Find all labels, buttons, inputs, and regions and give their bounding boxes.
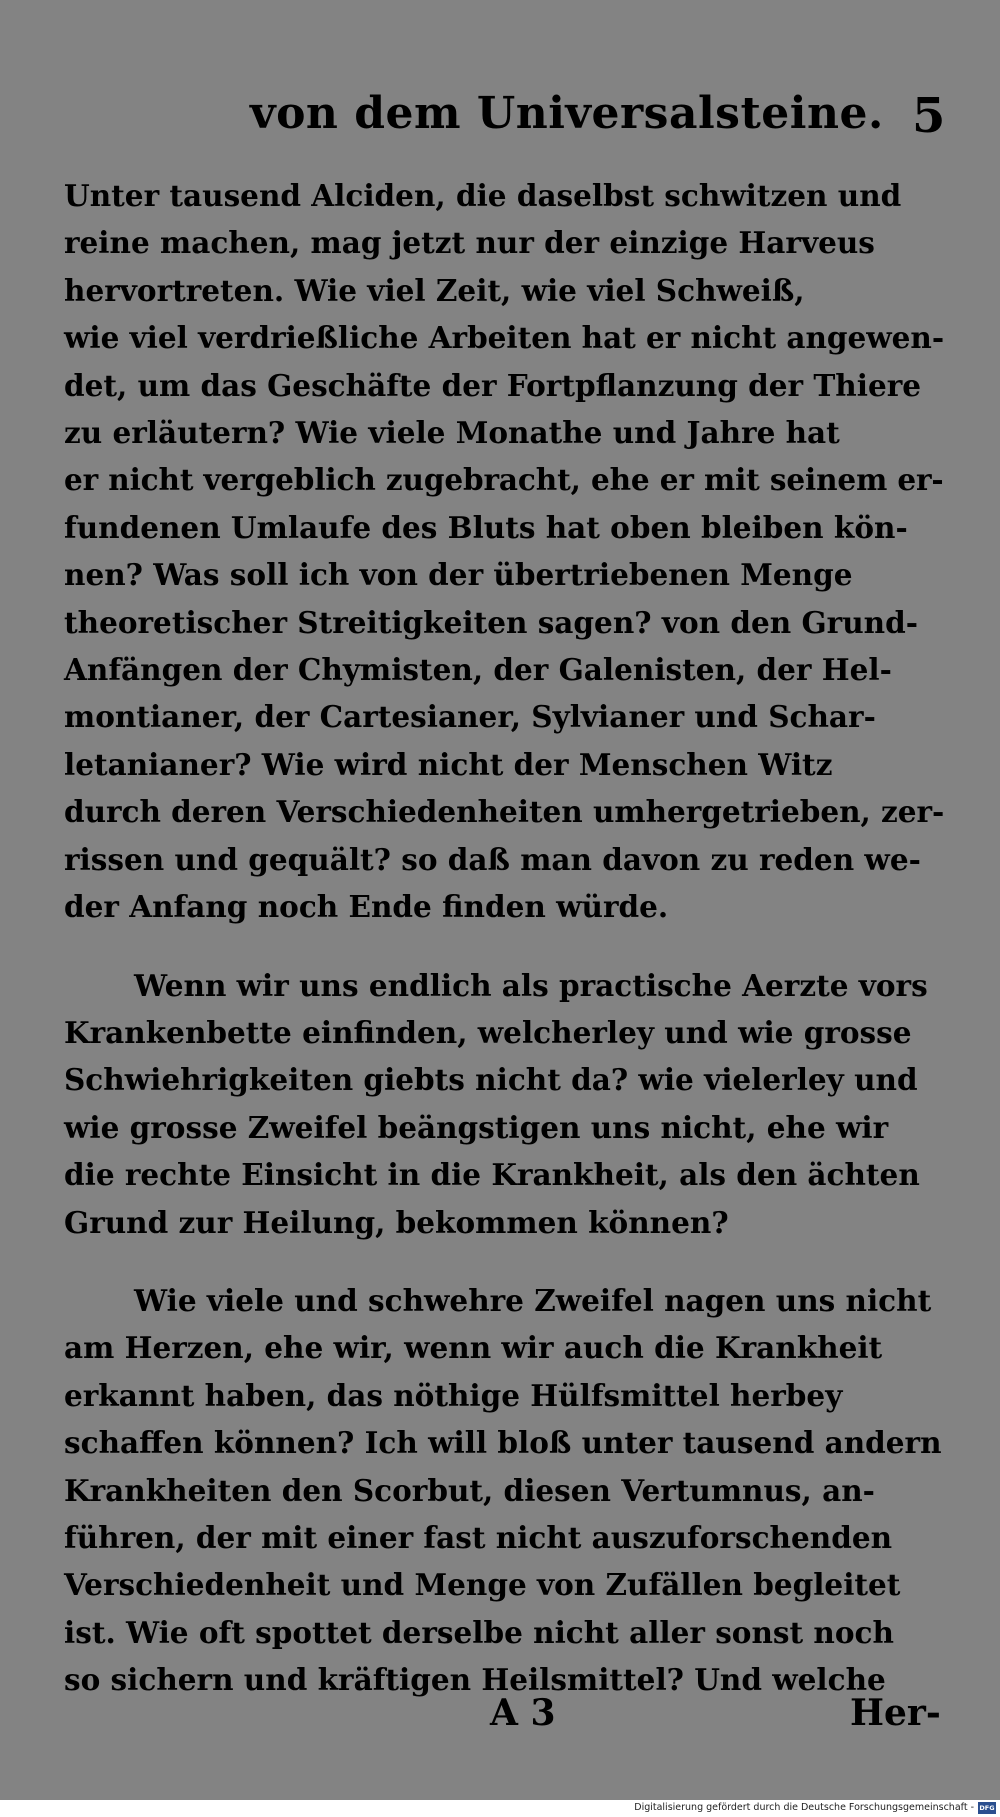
body-text — [64, 172, 944, 1704]
dfg-logo-icon: DFG — [979, 1804, 995, 1812]
signature-mark: A 3 — [490, 1692, 556, 1734]
text-line: schaffen können? Ich will bloß unter tausend andern — [64, 1425, 942, 1461]
text-line: hervortreten. Wie viel Zeit, wie viel Schweiß, — [64, 272, 805, 308]
text-line: Unter tausend Alciden, die daselbst schwitzen und — [64, 178, 902, 213]
text-line: nen? Was soll ich von der übertriebenen Menge — [64, 557, 853, 593]
catchword: Her- — [850, 1692, 941, 1734]
text-line: wie grosse Zweifel beängstigen uns nicht, ehe wir — [64, 1109, 889, 1145]
text-line: führen, der mit einer fast nicht auszuforschenden — [64, 1519, 893, 1555]
text-line: letanianer? Wie wird nicht der Menschen Witz — [64, 746, 833, 782]
running-title: von dem Universalsteine. — [250, 88, 884, 139]
text-line: Grund zur Heilung, bekommen können? — [64, 1204, 729, 1240]
text-line: durch deren Verschiedenheiten umhergetrieben, zer- — [64, 794, 945, 830]
paragraph-1 — [64, 172, 944, 931]
text-line: die rechte Einsicht in die Krankheit, als den ächten — [64, 1157, 920, 1193]
text-line: montianer, der Cartesianer, Sylvianer und Schar- — [64, 699, 876, 735]
page-footer — [0, 1692, 1000, 1752]
paragraph-3 — [64, 1277, 944, 1704]
text-line: Krankenbette einfinden, welcherley und wie grosse — [64, 1014, 912, 1050]
text-line: Wie viele und schwehre Zweifel nagen uns nicht — [134, 1282, 932, 1318]
credit-text: Digitalisierung gefördert durch die Deutsche Forschungsgemeinschaft - — [634, 1802, 974, 1813]
text-line: Verschiedenheit und Menge von Zufällen begleitet — [64, 1567, 901, 1603]
text-line: so sichern und kräftigen Heilsmittel? Und welche — [64, 1662, 886, 1698]
text-line: ist. Wie oft spottet derselbe nicht aller sonst noch — [64, 1614, 894, 1650]
paragraph-2 — [64, 962, 944, 1246]
text-line: Wenn wir uns endlich als practische Aerzte vors — [134, 967, 928, 1003]
text-line: fundenen Umlaufe des Bluts hat oben bleiben kön- — [64, 509, 908, 545]
text-line: der Anfang noch Ende finden würde. — [64, 889, 669, 925]
digitization-credit — [0, 1800, 1000, 1817]
text-line: theoretischer Streitigkeiten sagen? von den Grund- — [64, 604, 918, 640]
page-number: 5 — [912, 88, 946, 144]
text-line: erkannt haben, das nöthige Hülfsmittel herbey — [64, 1377, 843, 1413]
text-line: er nicht vergeblich zugebracht, ehe er mit seinem er- — [64, 462, 944, 498]
text-line: Schwiehrigkeiten giebts nicht da? wie vielerley und — [64, 1062, 918, 1098]
running-head — [0, 88, 1000, 150]
text-line: Anfängen der Chymisten, der Galenisten, der Hel- — [64, 652, 892, 688]
text-line: reine machen, mag jetzt nur der einzige Harveus — [64, 225, 875, 261]
text-line: am Herzen, ehe wir, wenn wir auch die Krankheit — [64, 1330, 883, 1366]
text-line: wie viel verdrießliche Arbeiten hat er nicht angewen- — [64, 320, 945, 356]
text-line: Krankheiten den Scorbut, diesen Vertumnus, an- — [64, 1472, 875, 1508]
text-line: zu erläutern? Wie viele Monathe und Jahre hat — [64, 415, 840, 451]
text-line: rissen und gequält? so daß man davon zu reden we- — [64, 841, 921, 877]
text-line: det, um das Geschäfte der Fortpflanzung der Thiere — [64, 367, 922, 403]
